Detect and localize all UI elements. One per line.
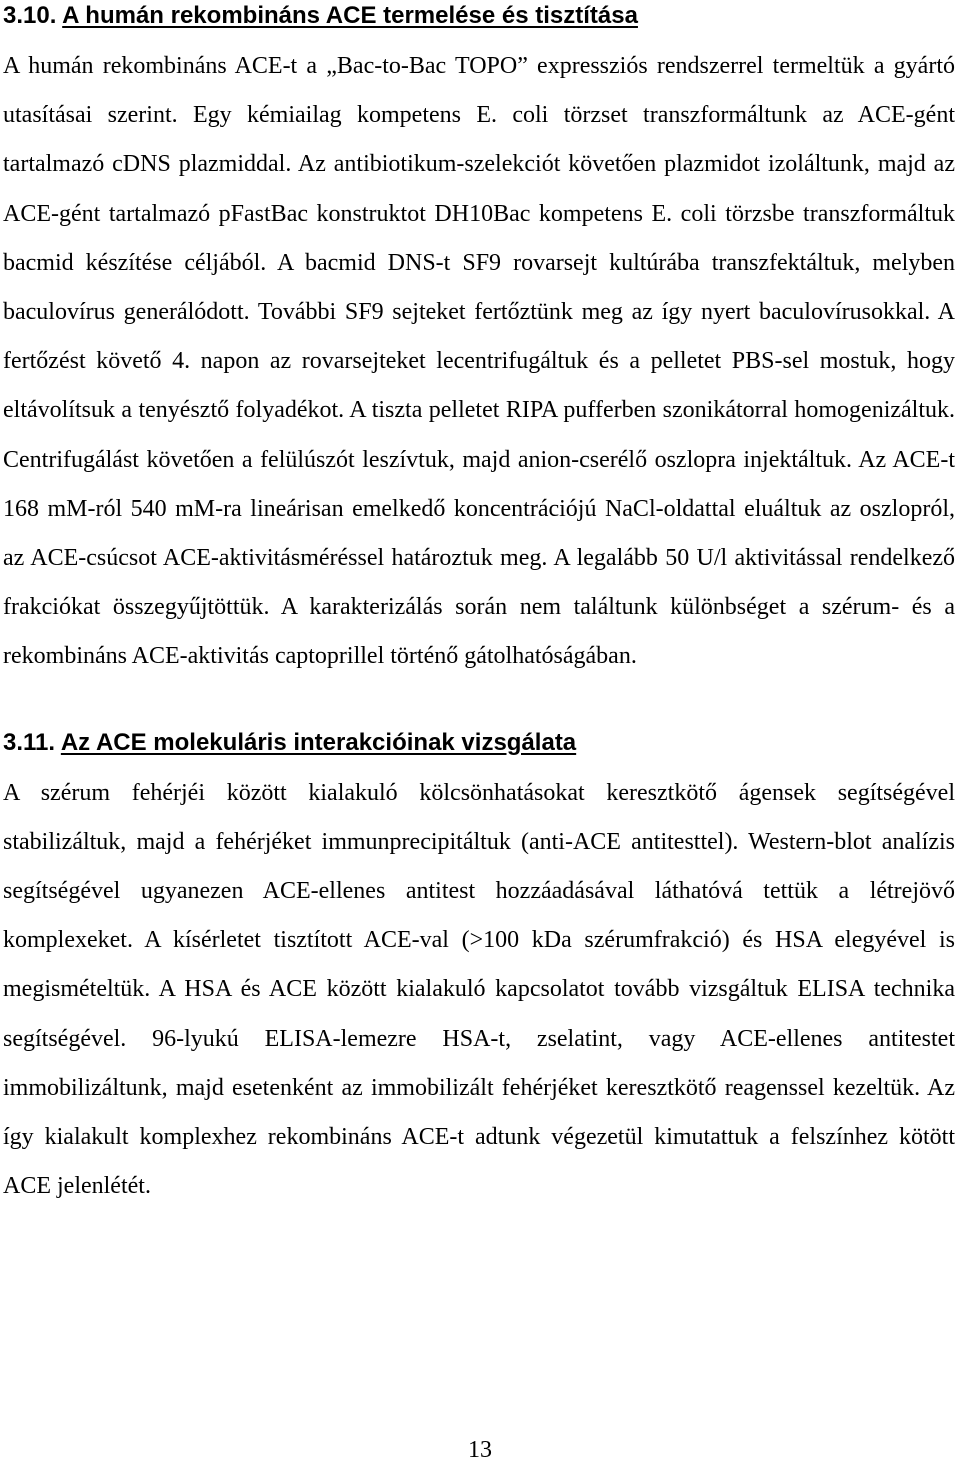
section-title: Az ACE molekuláris interakcióinak vizsgálata	[60, 728, 577, 756]
section-number: 3.11.	[3, 728, 56, 756]
section-heading-3-11	[3, 727, 955, 759]
page-content	[3, 0, 955, 1211]
section-paragraph-3-11: A szérum fehérjéi között kialakuló kölcsönhatásokat keresztkötő ágensek segítségével stabilizáltuk, majd a fehérjéket immunprecipitáltuk (anti-ACE antitesttel). Western-blot analízis segítségével ugyanezen ACE-ellenes antitest hozzáadásával láthatóvá tettük a létrejövő komplexeket. A kísérletet tisztított ACE-val (>100 kDa szérumfrakció) és HSA elegyével is megismételtük. A HSA és ACE között kialakuló kapcsolatot tovább vizsgáltuk ELISA technika segítségével. 96-lyukú ELISA-lemezre HSA-t, zselatint, vagy ACE-ellenes antitestet immobilizáltunk, majd esetenként az immobilizált fehérjéket keresztkötő reagenssel kezeltük. Az így kialakult komplexhez rekombináns ACE-t adtunk végezetül kimutattuk a felszínhez kötött ACE jelenlétét.	[3, 779, 955, 1200]
page-number: 13	[468, 1437, 492, 1463]
section-title: A humán rekombináns ACE termelése és tisztítása	[62, 2, 638, 29]
section-paragraph-3-10: A humán rekombináns ACE-t a „Bac-to-Bac TOPO” expressziós rendszerrel termeltük a gyártó utasításai szerint. Egy kémiailag kompetens E. coli törzset transzformáltunk az ACE-gént tartalmazó cDNS plazmiddal. Az antibiotikum-szelekciót követően plazmidot izoláltunk, majd az ACE-gént tartalmazó pFastBac konstruktot DH10Bac kompetens E. coli törzsbe transzformáltuk bacmid készítése céljából. A bacmid DNS-t SF9 rovarsejt kultúrába transzfektáltuk, melyben baculovírus generálódott. További SF9 sejteket fertőztünk meg az így nyert baculovírusokkal. A fertőzést követő 4. napon az rovarsejteket lecentrifugáltuk és a pelletet PBS-sel mostuk, hogy eltávolítsuk a tenyésztő folyadékot. A tiszta pelletet RIPA pufferben szonikátorral homogenizáltuk. Centrifugálást követően a felülúszót leszívtuk, majd anion-cserélő oszlopra injektáltuk. Az ACE-t 168 mM-ról 540 mM-ra lineárisan emelkedő koncentrációjú NaCl-oldattal eluáltuk az oszlopról, az ACE-csúcsot ACE-aktivitásméréssel határoztuk meg. A legalább 50 U/l aktivitással rendelkező frakciókat összegyűjtöttük. A karakterizálás során nem találtunk különbséget a szérum- és a rekombináns ACE-aktivitás captoprillel történő gátolhatóságában.	[3, 53, 955, 670]
section-number: 3.10.	[3, 2, 57, 29]
section-heading-3-10	[3, 0, 955, 32]
